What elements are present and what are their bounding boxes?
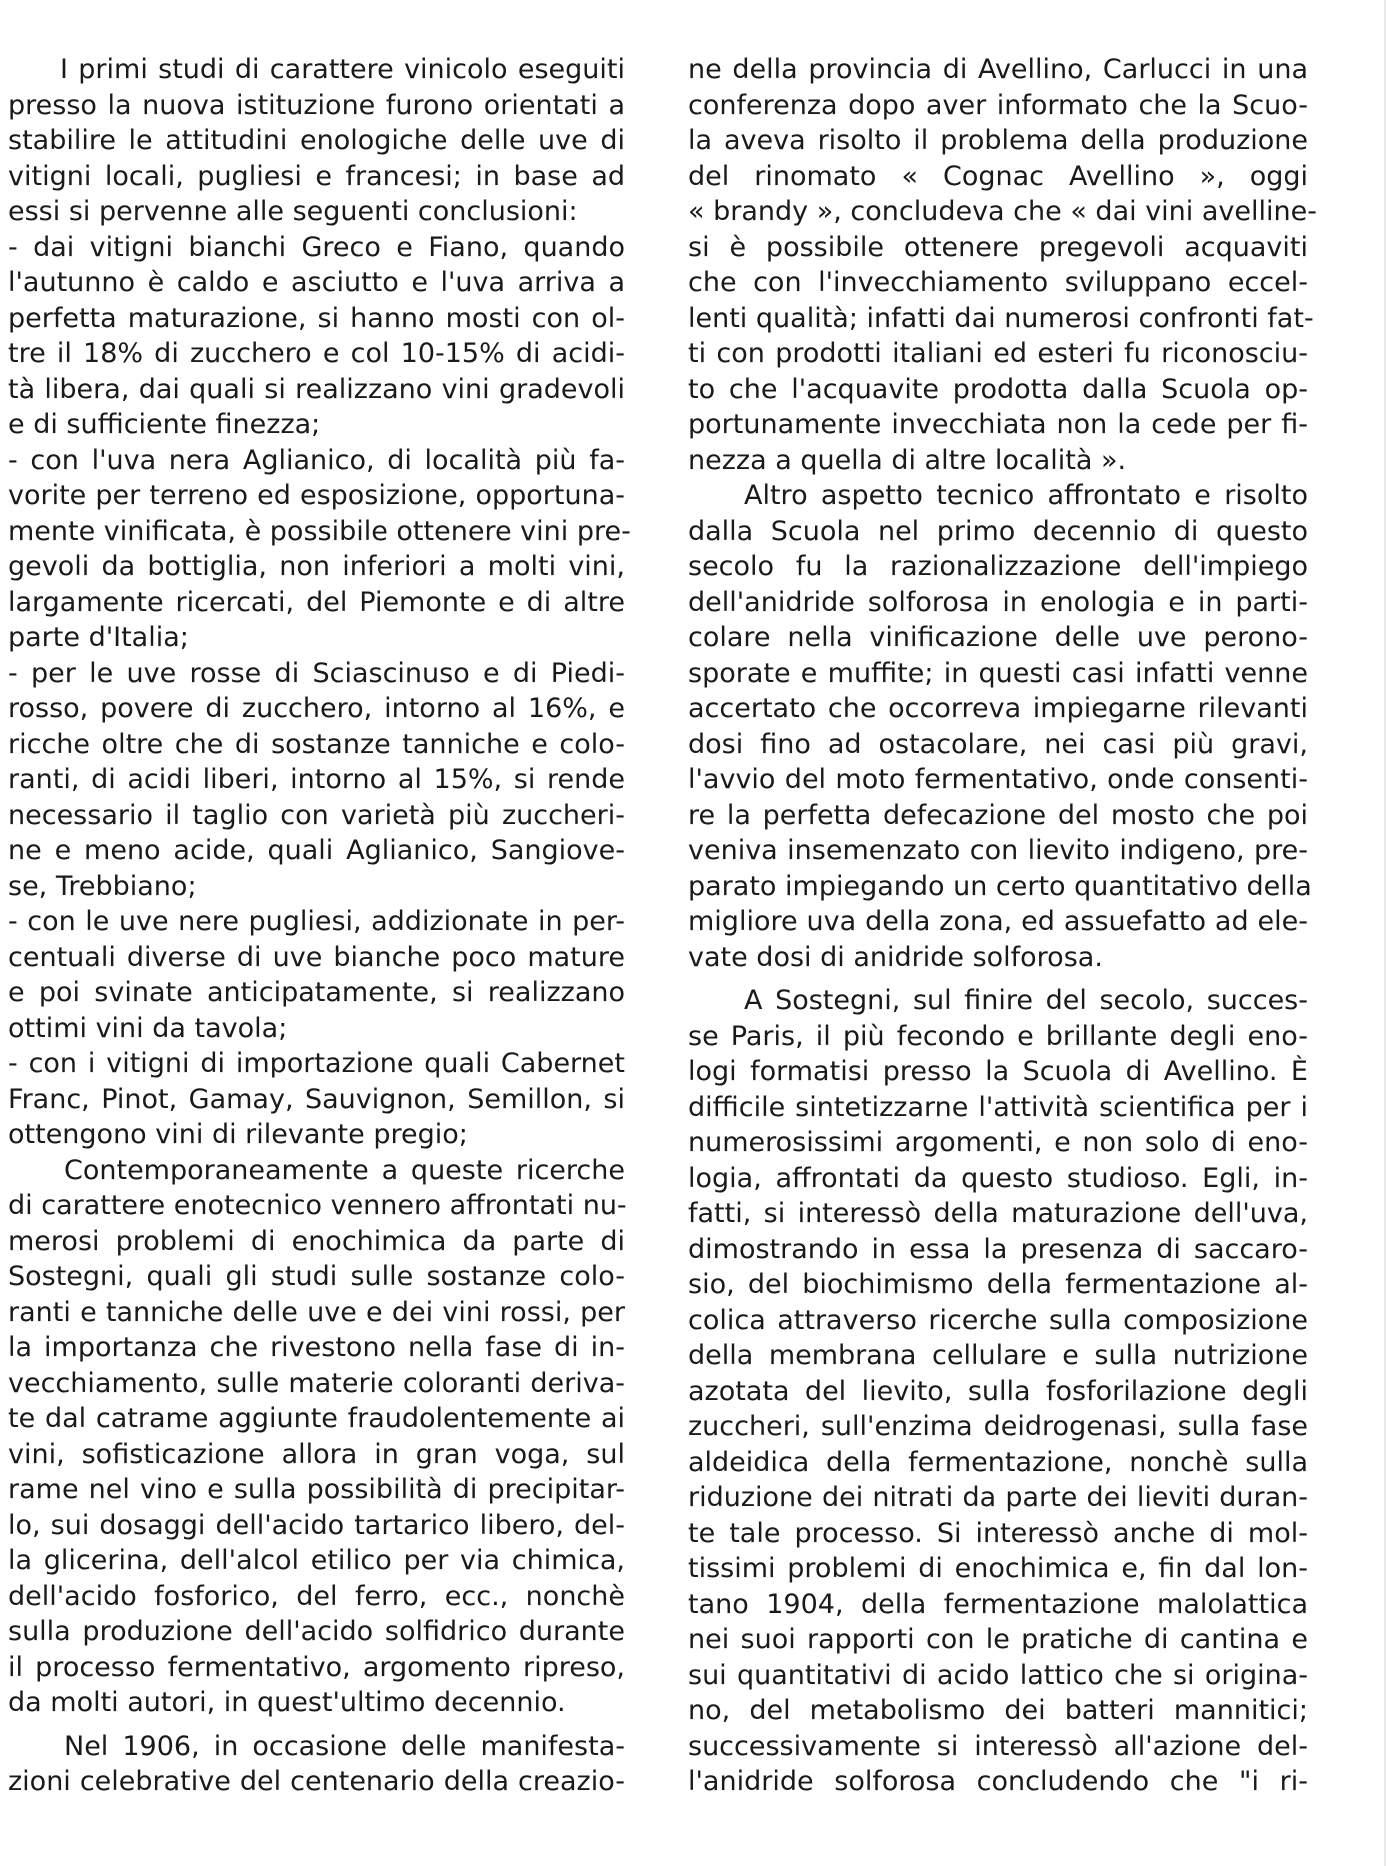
text-line: vitigni locali, pugliesi e francesi; in base ad: [8, 160, 625, 192]
text-line: da molti autori, in quest'ultimo decennio.: [8, 1687, 566, 1718]
right-column: [688, 52, 1317, 1800]
text-line: A Sostegni, sul finire del secolo, succes-: [744, 985, 1308, 1016]
text-line: vecchiamento, sulle materie coloranti deriva-: [8, 1367, 625, 1399]
text-line: della membrana cellulare e sulla nutrizione: [688, 1340, 1308, 1371]
text-line: e di sufficiente finezza;: [8, 409, 321, 440]
text-line: portunamente invecchiata non la cede per fi-: [688, 409, 1308, 440]
text-line: se, Trebbiano;: [8, 870, 197, 902]
text-line: la aveva risolto il problema della produzione: [688, 125, 1308, 156]
text-line: largamente ricercati, del Piemonte e di altre: [8, 586, 625, 618]
text-line: riduzione dei nitrati da parte dei lieviti duran-: [688, 1482, 1308, 1513]
text-line: zuccheri, sull'enzima deidrogenasi, sulla fase: [688, 1411, 1308, 1442]
text-line: tano 1904, della fermentazione malolattica: [688, 1588, 1308, 1620]
text-line: vini, sofisticazione allora in gran voga, sul: [8, 1438, 625, 1470]
text-line: mente vinificata, è possibile ottenere vini pre-: [8, 515, 631, 547]
text-line: rosso, povere di zucchero, intorno al 16%, e: [8, 693, 625, 724]
text-line: te tale processo. Si interessò anche di mol-: [688, 1517, 1308, 1549]
text-line: merosi problemi di enochimica da parte di: [8, 1225, 625, 1257]
text-line: sulla produzione dell'acido solfidrico durante: [8, 1616, 625, 1647]
text-line: necessario il taglio con varietà più zuccheri-: [8, 799, 625, 831]
text-line: te dal catrame aggiunte fraudolentemente ai: [8, 1403, 625, 1434]
text-line: ne e meno acide, quali Aglianico, Sangiove-: [8, 835, 625, 866]
text-line: - dai vitigni bianchi Greco e Fiano, quando: [8, 231, 625, 263]
text-line: nei suoi rapporti con le pratiche di cantina e: [688, 1624, 1308, 1655]
text-line: no, del metabolismo dei batteri mannitici;: [688, 1695, 1308, 1726]
text-line: ricche oltre che di sostanze tanniche e colo-: [8, 728, 625, 760]
text-line: - con l'uva nera Aglianico, di località più fa-: [8, 444, 625, 476]
text-line: lenti qualità; infatti dai numerosi confronti fat-: [688, 302, 1314, 334]
text-line: gevoli da bottiglia, non inferiori a molti vini,: [8, 551, 625, 582]
text-line: ranti e tanniche delle uve e dei vini rossi, per: [8, 1296, 625, 1328]
text-line: Franc, Pinot, Gamay, Sauvignon, Semillon, si: [8, 1083, 625, 1115]
text-line: la glicerina, dell'alcol etilico per via chimica,: [8, 1545, 625, 1576]
text-line: perfetta maturazione, si hanno mosti con ol-: [8, 302, 625, 334]
text-line: dosi fino ad ostacolare, nei casi più gravi,: [688, 728, 1308, 760]
text-line: aldeidica della fermentazione, nonchè sulla: [688, 1446, 1308, 1478]
text-line: sporate e muffite; in questi casi infatti venne: [688, 657, 1308, 689]
text-line: tissimi problemi di enochimica e, fin dal lon-: [688, 1553, 1308, 1584]
text-line: nezza a quella di altre località ».: [688, 444, 1127, 476]
text-line: - per le uve rosse di Sciascinuso e di Piedi-: [8, 657, 625, 689]
text-line: dell'acido fosforico, del ferro, ecc., nonchè: [8, 1580, 625, 1612]
text-line: Sostegni, quali gli studi sulle sostanze colo-: [8, 1261, 625, 1292]
text-line: I primi studi di carattere vinicolo eseguiti: [60, 54, 625, 85]
text-line: parte d'Italia;: [8, 622, 189, 653]
text-line: ottimi vini da tavola;: [8, 1012, 288, 1044]
text-line: Contemporaneamente a queste ricerche: [64, 1154, 625, 1186]
text-line: zioni celebrative del centenario della creazio-: [8, 1766, 625, 1797]
text-line: numerosissimi argomenti, e non solo di eno-: [688, 1127, 1308, 1158]
text-line: l'autunno è caldo e asciutto e l'uva arriva a: [8, 267, 625, 298]
text-line: se Paris, il più fecondo e brillante degli eno-: [688, 1020, 1308, 1052]
text-line: ne della provincia di Avellino, Carlucci in una: [688, 54, 1308, 85]
text-line: dimostrando in essa la presenza di saccaro-: [688, 1233, 1308, 1265]
text-line: azotata del lievito, sulla fosforilazione degli: [688, 1375, 1308, 1407]
text-line: di carattere enotecnico vennero affrontati nu-: [8, 1190, 627, 1221]
text-line: la importanza che rivestono nella fase di in-: [8, 1332, 625, 1363]
text-line: sui quantitativi di acido lattico che si origina-: [688, 1659, 1308, 1691]
text-line: to che l'acquavite prodotta dalla Scuola op-: [688, 373, 1308, 405]
text-line: Altro aspetto tecnico affrontato e risolto: [744, 480, 1308, 511]
text-line: vate dosi di anidride solforosa.: [688, 941, 1103, 973]
text-line: veniva insemenzato con lievito indigeno, pre-: [688, 835, 1308, 866]
text-line: sio, del biochimismo della fermentazione al-: [688, 1269, 1308, 1300]
text-line: dalla Scuola nel primo decennio di questo: [688, 515, 1308, 547]
text-line: colare nella vinificazione delle uve perono-: [688, 622, 1308, 653]
text-line: l'anidride solforosa concludendo che "i ri-: [688, 1766, 1308, 1797]
text-line: re la perfetta defecazione del mosto che poi: [688, 799, 1308, 831]
text-line: successivamente si interessò all'azione del-: [688, 1730, 1308, 1762]
text-line: tre il 18% di zucchero e col 10-15% di acidi-: [8, 338, 625, 369]
text-line: secolo fu la razionalizzazione dell'impiego: [688, 551, 1308, 582]
text-line: e poi svinate anticipatamente, si realizzano: [8, 977, 625, 1008]
text-line: accertato che occorreva impiegarne rilevanti: [688, 693, 1308, 724]
text-line: parato impiegando un certo quantitativo della: [688, 870, 1312, 902]
text-line: il processo fermentativo, argomento ripreso,: [8, 1651, 625, 1683]
text-line: Nel 1906, in occasione delle manifesta-: [64, 1730, 625, 1762]
text-line: difficile sintetizzarne l'attività scientifica per i: [688, 1091, 1308, 1123]
text-line: l'avvio del moto fermentativo, onde consenti-: [688, 764, 1308, 795]
text-line: ottengono vini di rilevante pregio;: [8, 1119, 468, 1150]
text-line: fatti, si interessò della maturazione dell'uva,: [688, 1198, 1308, 1229]
text-line: del rinomato « Cognac Avellino », oggi: [688, 160, 1308, 192]
left-column: [8, 52, 631, 1800]
text-line: colica attraverso ricerche sulla composizione: [688, 1304, 1308, 1336]
text-line: si è possibile ottenere pregevoli acquaviti: [688, 231, 1308, 263]
text-line: tà libera, dai quali si realizzano vini gradevoli: [8, 373, 625, 405]
text-line: vorite per terreno ed esposizione, opportuna-: [8, 480, 625, 511]
text-line: lo, sui dosaggi dell'acido tartarico libero, del-: [8, 1509, 625, 1541]
text-line: migliore uva della zona, ed assuefatto ad ele-: [688, 906, 1308, 937]
text-line: ranti, di acidi liberi, intorno al 15%, si rende: [8, 764, 625, 795]
text-line: logia, affrontati da questo studioso. Egli, in-: [688, 1162, 1308, 1194]
text-line: essi si pervenne alle seguenti conclusioni:: [8, 196, 578, 227]
text-line: ti con prodotti italiani ed esteri fu riconosciu-: [688, 338, 1308, 369]
text-line: conferenza dopo aver informato che la Scuo-: [688, 89, 1308, 121]
text-line: - con le uve nere pugliesi, addizionate in per-: [8, 906, 625, 937]
text-line: presso la nuova istituzione furono orientati a: [8, 89, 625, 121]
text-line: dell'anidride solforosa in enologia e in parti-: [688, 586, 1308, 618]
text-line: rame nel vino e sulla possibilità di precipitar-: [8, 1474, 625, 1505]
text-line: logi formatisi presso la Scuola di Avellino. È: [688, 1056, 1308, 1087]
text-line: - con i vitigni di importazione quali Cabernet: [8, 1048, 625, 1079]
text-line: centuali diverse di uve bianche poco mature: [8, 941, 625, 973]
text-line: stabilire le attitudini enologiche delle uve di: [8, 125, 625, 156]
text-line: che con l'invecchiamento sviluppano eccel-: [688, 267, 1308, 298]
text-line: « brandy », concludeva che « dai vini avelline-: [688, 196, 1317, 227]
